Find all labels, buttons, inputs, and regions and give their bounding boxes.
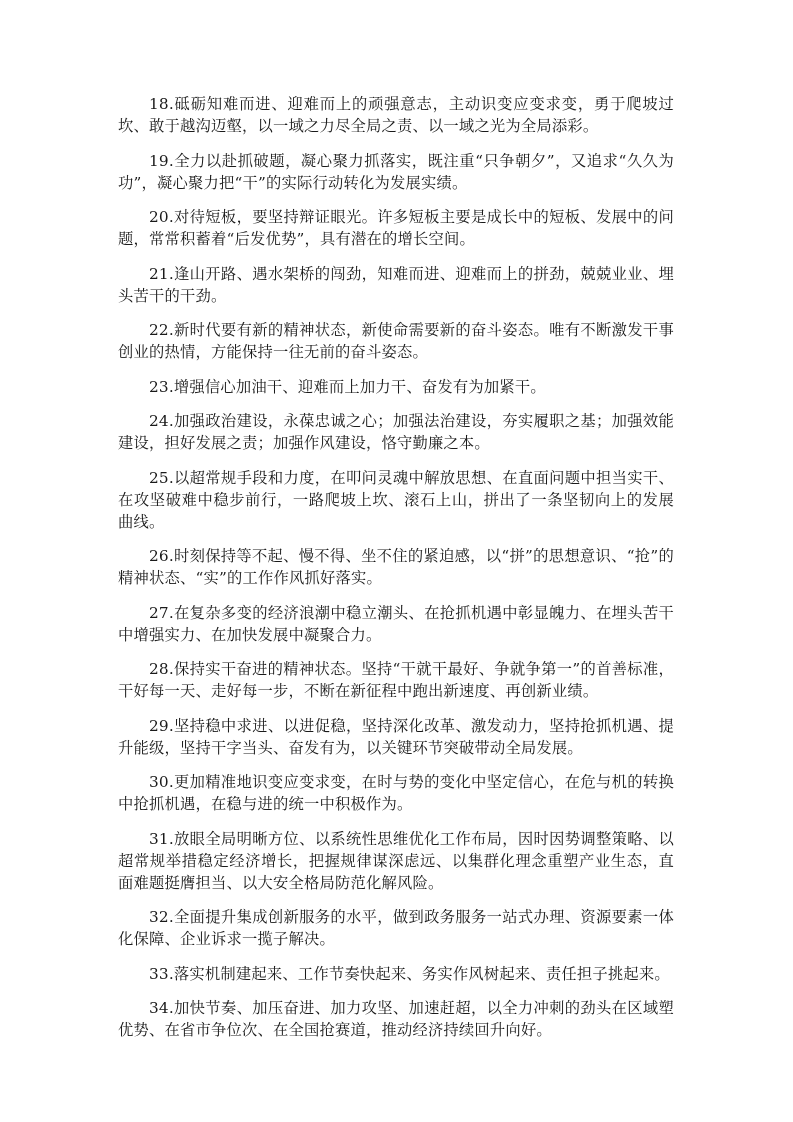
paragraph-21: 21.逢山开路、遇水架桥的闯劲，知难而进、迎难而上的拼劲，兢兢业业、埋头苦干的干劲。 xyxy=(118,264,674,305)
paragraph-25: 25.以超常规手段和力度，在叩问灵魂中解放思想、在直面问题中担当实干、在攻坚破难中稳步前行，一路爬坡上坎、滚石上山，拼出了一条坚韧向上的发展曲线。 xyxy=(118,468,674,531)
paragraph-28: 28.保持实干奋进的精神状态。坚持“干就干最好、争就争第一”的首善标准，干好每一天、走好每一步，不断在新征程中跑出新速度、再创新业绩。 xyxy=(118,660,674,700)
paragraph-27: 27.在复杂多变的经济浪潮中稳立潮头、在抢抓机遇中彰显魄力、在埋头苦干中增强实力、在加快发展中凝聚合力。 xyxy=(118,603,674,644)
paragraph-32: 32.全面提升集成创新服务的水平，做到政务服务一站式办理、资源要素一体化保障、企业诉求一揽子解决。 xyxy=(118,908,674,948)
paragraph-29: 29.坚持稳中求进、以进促稳，坚持深化改革、激发动力，坚持抢抓机遇、提升能级，坚持干字当头、奋发有为，以关键环节突破带动全局发展。 xyxy=(118,716,674,757)
paragraph-26: 26.时刻保持等不起、慢不得、坐不住的紧迫感，以“拼”的思想意识、“抢”的精神状态、“实”的工作作风抓好落实。 xyxy=(118,547,674,587)
paragraph-23: 23.增强信心加油干、迎难而上加力干、奋发有为加紧干。 xyxy=(149,377,546,396)
paragraph-33: 33.落实机制建起来、工作节奏快起来、务实作风树起来、责任担子挑起来。 xyxy=(149,964,670,983)
paragraph-30: 30.更加精准地识变应变求变，在时与势的变化中坚定信心，在危与机的转换中抢抓机遇，在稳与进的统一中积极作为。 xyxy=(118,773,674,813)
document-body xyxy=(118,93,674,1054)
paragraph-34: 34.加快节奏、加压奋进、加力攻坚、加速赶超，以全力冲刺的劲头在区域塑优势、在省市争位次、在全国抢赛道，推动经济持续回升向好。 xyxy=(118,999,674,1039)
paragraph-18: 18.砥砺知难而进、迎难而上的顽强意志，主动识变应变求变，勇于爬坡过坎、敢于越沟迈壑，以一域之力尽全局之责、以一域之光为全局添彩。 xyxy=(118,95,674,135)
paragraph-19: 19.全力以赴抓破题，凝心聚力抓落实，既注重“只争朝夕”，又追求“久久为功”，凝心聚力把“干”的实际行动转化为发展实绩。 xyxy=(118,151,674,192)
paragraph-31: 31.放眼全局明晰方位、以系统性思维优化工作布局，因时因势调整策略、以超常规举措稳定经济增长，把握规律谋深虑远、以集群化理念重塑产业生态，直面难题挺膺担当、以大安全格局防范化解风险。 xyxy=(118,829,674,892)
paragraph-20: 20.对待短板，要坚持辩证眼光。许多短板主要是成长中的短板、发展中的问题，常常积蓄着“后发优势”，具有潜在的增长空间。 xyxy=(118,208,674,248)
paragraph-24: 24.加强政治建设，永葆忠诚之心；加强法治建设，夯实履职之基；加强效能建设，担好发展之责；加强作风建设，恪守勤廉之本。 xyxy=(118,412,674,452)
paragraph-22: 22.新时代要有新的精神状态，新使命需要新的奋斗姿态。唯有不断激发干事创业的热情，方能保持一往无前的奋斗姿态。 xyxy=(118,321,674,361)
